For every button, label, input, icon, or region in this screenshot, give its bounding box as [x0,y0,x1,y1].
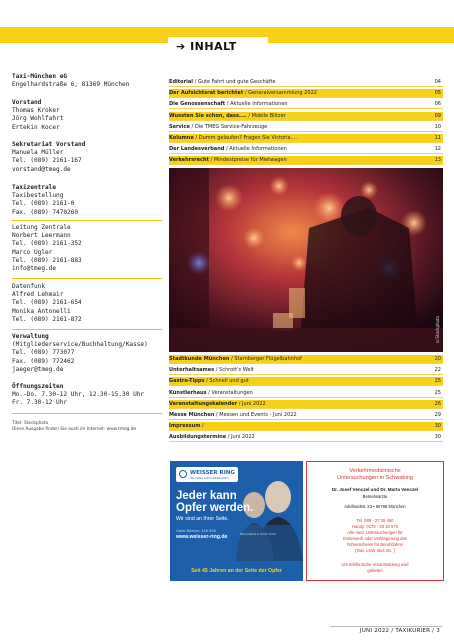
toc-entry-page: 04 [434,79,441,85]
toc-entry-title: Stadtkunde München [169,356,230,362]
oeffnungszeiten-line: Fr. 7.30-12 Uhr [12,399,68,407]
caption-line: Titel: Stockphoto [12,421,49,426]
ad-names: Mike Pellert & Ulrich Tukur [240,532,277,536]
toc-entry[interactable] [169,366,443,375]
toc-entry[interactable] [169,411,443,420]
footer-rule [330,626,442,627]
datenfunk-line: Datenfunk [12,283,46,290]
ad-verkehrsmedizin[interactable] [306,461,444,581]
toc-entry-page: 05 [434,90,441,97]
caption-line: Diese Ausgabe finden Sie auch im Internet: www.tmeg.de [12,427,137,433]
verwaltung-line: Tel. (089) 773077 [12,349,75,357]
vorstand-line: Ertekin Kocer [12,123,60,131]
toc-entry-page: 30 [434,434,441,441]
toc-entry-subtitle: / [200,423,204,430]
ad-phone: Opfer-Telefon: 116 006 [176,529,216,533]
toc-entry[interactable] [169,156,443,165]
toc-entry-subtitle: / Aktuelle Informationen [224,146,287,153]
toc-entry-title: Messe München [169,412,215,418]
toc-entry-subtitle: / Mindestpreise für Mietwagen [209,157,287,164]
ad-url[interactable]: www.weisser-ring.de [176,534,228,540]
toc-entry-subtitle: / Die TMEG Service-Fahrzeuge [189,123,268,130]
logo-text: WEISSER RING [190,470,235,476]
toc-entry-subtitle: / Juni 2022 [226,434,255,441]
toc-entry-subtitle: / Schnell und gut [204,378,249,385]
leitung-line: Leitung Zentrale [12,224,71,231]
ad2-role: Betriebsärzte [362,494,388,499]
toc-entry-title: Die Genossenschaft [169,101,226,108]
toc-entry-page: 12 [434,146,441,153]
toc-entry-page: 06 [434,101,441,108]
bar-scene-image [169,168,443,352]
toc-entry-subtitle: / Schrott's Welt [214,367,254,374]
divider [12,329,162,330]
toc-entry[interactable] [169,100,443,109]
ad2-foot: Um telefonische Voranmeldung wird [341,562,409,567]
toc-entry[interactable] [169,400,443,409]
toc-entry[interactable] [169,422,443,431]
toc-entry-title: Der Aufsichtsrat berichtet [169,90,244,97]
sekretariat-email[interactable]: vorstand@tmeg.de [12,165,71,173]
toc-entry-page: 10 [434,123,441,130]
ad-slogan: Seit 45 Jahren an der Seite der Opfer [191,568,282,574]
toc-entry-title: Wussten Sie schon, dass.... [169,112,247,119]
toc-entry-subtitle: / Veranstaltungen [206,389,253,396]
leitung-line: Norbert Leermann [12,232,71,240]
verwaltung-line: Fax. (089) 772462 [12,357,75,365]
vorstand-line: Thomas Kroker [12,107,60,115]
toc-entry-subtitle: / Dumm gelaufen? Fragen Sie Victoria.... [193,135,297,141]
toc-entry-page: 25 [434,389,441,396]
company-address: Engelhardstraße 6, 81369 München [12,81,130,89]
ad2-line: Führerscheins für Berufsfahrer [346,542,404,547]
toc-entry-page: 11 [434,135,441,141]
toc-entry-subtitle: / Starnberger Flügelbahnhof [229,356,302,362]
cover-photo [169,168,443,352]
toc-entry-title: Impressum [169,423,201,430]
toc-entry[interactable] [169,78,443,87]
toc-entry-title: Gastro-Tipps [169,378,205,385]
toc-entry[interactable] [169,89,443,98]
toc-entry-subtitle: / Gute Fahrt und gute Geschäfte [192,79,276,85]
datenfunk-line: Alfred Lehmair [12,291,64,299]
toc-entry[interactable] [169,145,443,154]
toc-entry-page: 09 [434,112,441,119]
taxizentrale-block [12,184,162,217]
datenfunk-line: Tel. (089) 2161-654 [12,299,82,307]
ad2-line: Tel. 089 - 27 29 460 [356,518,394,523]
ad2-title: Verkehrmedizinische [349,468,401,474]
sekretariat-block [12,141,162,174]
toc-entry-title: Veranstaltungskalender [169,400,238,407]
toc-entry-subtitle: / Juni 2022 [237,400,266,407]
ad2-line: Alle med. Untersuchungen für [347,530,403,535]
toc-entry-page: 22 [434,367,441,374]
ad2-line: Handy: 0172 - 83 16 575 [351,524,399,529]
verwaltung-block [12,333,162,374]
toc-entry-title: Ausbildungstermine [169,434,227,441]
section-heading [168,37,268,56]
toc-entry-subtitle: / Aktuelle Informationen [225,101,288,108]
sekretariat-line: Manuela Müller [12,149,64,157]
ad2-line: Ersterwerb oder Verlängerung des [343,536,407,541]
toc-entry-title: Künstlerhaus [169,389,207,396]
leitung-block [12,224,162,273]
photo-credit: ©Stockphoto [435,316,440,344]
toc-entry-title: Verkehrsrecht [169,157,210,164]
ring-icon [179,470,187,478]
vorstand-title: Vorstand [12,99,42,106]
taxizentrale-line: Fax. (089) 7470260 [12,208,79,216]
taxizentrale-line: Tel. (089) 2161-0 [12,200,75,208]
toc-entry[interactable] [169,377,443,386]
logo-subtext: Wir helfen Kriminalitätsopfern. [190,477,230,480]
toc-entry-title: Der Landesverband [169,146,225,153]
toc-entry[interactable] [169,355,443,364]
datenfunk-line: Monika Antonelli [12,307,71,315]
toc-entry[interactable] [169,433,443,442]
ad-subline: Wir sind an Ihrer Seite. [176,516,229,522]
toc-entry-title: Unterhaltsames [169,367,215,374]
sekretariat-title: Sekretariat Vorstand [12,141,86,148]
toc-entry-title: Kolumne [169,135,194,141]
verwaltung-email[interactable]: jaeger@tmeg.de [12,365,64,373]
taxizentrale-line: Taxibestellung [12,192,64,200]
heading-text: INHALT [190,40,237,53]
leitung-line: Marco Ugler [12,248,53,256]
datenfunk-block [12,283,162,324]
leitung-line: Tel. (089) 2161-883 [12,256,82,264]
company-name: Taxi-München eG [12,73,68,80]
divider [12,220,162,221]
footer-text: JUNI 2022 / TAXIKURIER / 3 [359,628,440,634]
weisser-ring-logo [176,467,238,482]
toc-entry[interactable] [169,112,443,121]
toc-entry-page: 20 [434,356,441,362]
ad-weisser-ring[interactable] [170,461,303,581]
toc-entry-subtitle: / Generalversammlung 2022 [243,90,317,97]
toc-entry-title: Service [169,123,190,130]
toc-entry[interactable] [169,389,443,398]
toc-entry-subtitle: / Mobile Blitzer [246,112,286,119]
toc-entry[interactable] [169,134,443,143]
leitung-line: Tel. (089) 2161-352 [12,240,82,248]
datenfunk-line: Tel. (089) 2161-872 [12,315,82,323]
arrow-right-icon: ➔ [176,40,186,53]
oeffnungszeiten-title: Öffnungszeiten [12,383,64,390]
oeffnungszeiten-block [12,383,162,408]
ad2-address: Adelheidstr. 23 • 80798 München [344,504,406,509]
toc-entry-page: 25 [434,378,441,385]
ad2-line: (Taxi, LKW, Bus etc. ) [354,548,396,553]
ad-headline: Jeder kann Opfer werden. [176,490,254,514]
vorstand-block [12,99,162,132]
toc-entry-page: 30 [434,423,441,430]
ad2-foot: gebeten [367,568,383,573]
vorstand-line: Jörg Wohlfahrt [12,115,64,123]
cover-caption [12,421,162,433]
sekretariat-line: Tel. (089) 2161-167 [12,157,82,165]
ad2-doctors: Dr. Josef Venczel und Dr. Marta Venczel [331,487,419,492]
verwaltung-line: (Mitgliederservice/Buchhaltung/Kasse) [12,341,148,349]
ad2-title: Untersuchungen in Schwabing [337,475,413,481]
toc-entry-subtitle: / Messen und Events - Juni 2022 [214,412,297,418]
company-block [12,73,162,89]
toc-entry-title: Editorial [169,79,193,85]
divider [12,413,162,414]
toc-entry-page: 29 [434,412,441,418]
toc-entry[interactable] [169,123,443,132]
taxizentrale-title: Taxizentrale [12,184,57,191]
toc-entry-page: 26 [434,400,441,407]
page-footer [0,628,454,640]
divider [12,278,162,279]
leitung-email[interactable]: info@tmeg.de [12,265,57,273]
toc-entry-page: 13 [434,157,441,164]
verwaltung-title: Verwaltung [12,333,49,340]
oeffnungszeiten-line: Mo.-Do. 7.30-12 Uhr, 12.30-15.30 Uhr [12,391,145,399]
